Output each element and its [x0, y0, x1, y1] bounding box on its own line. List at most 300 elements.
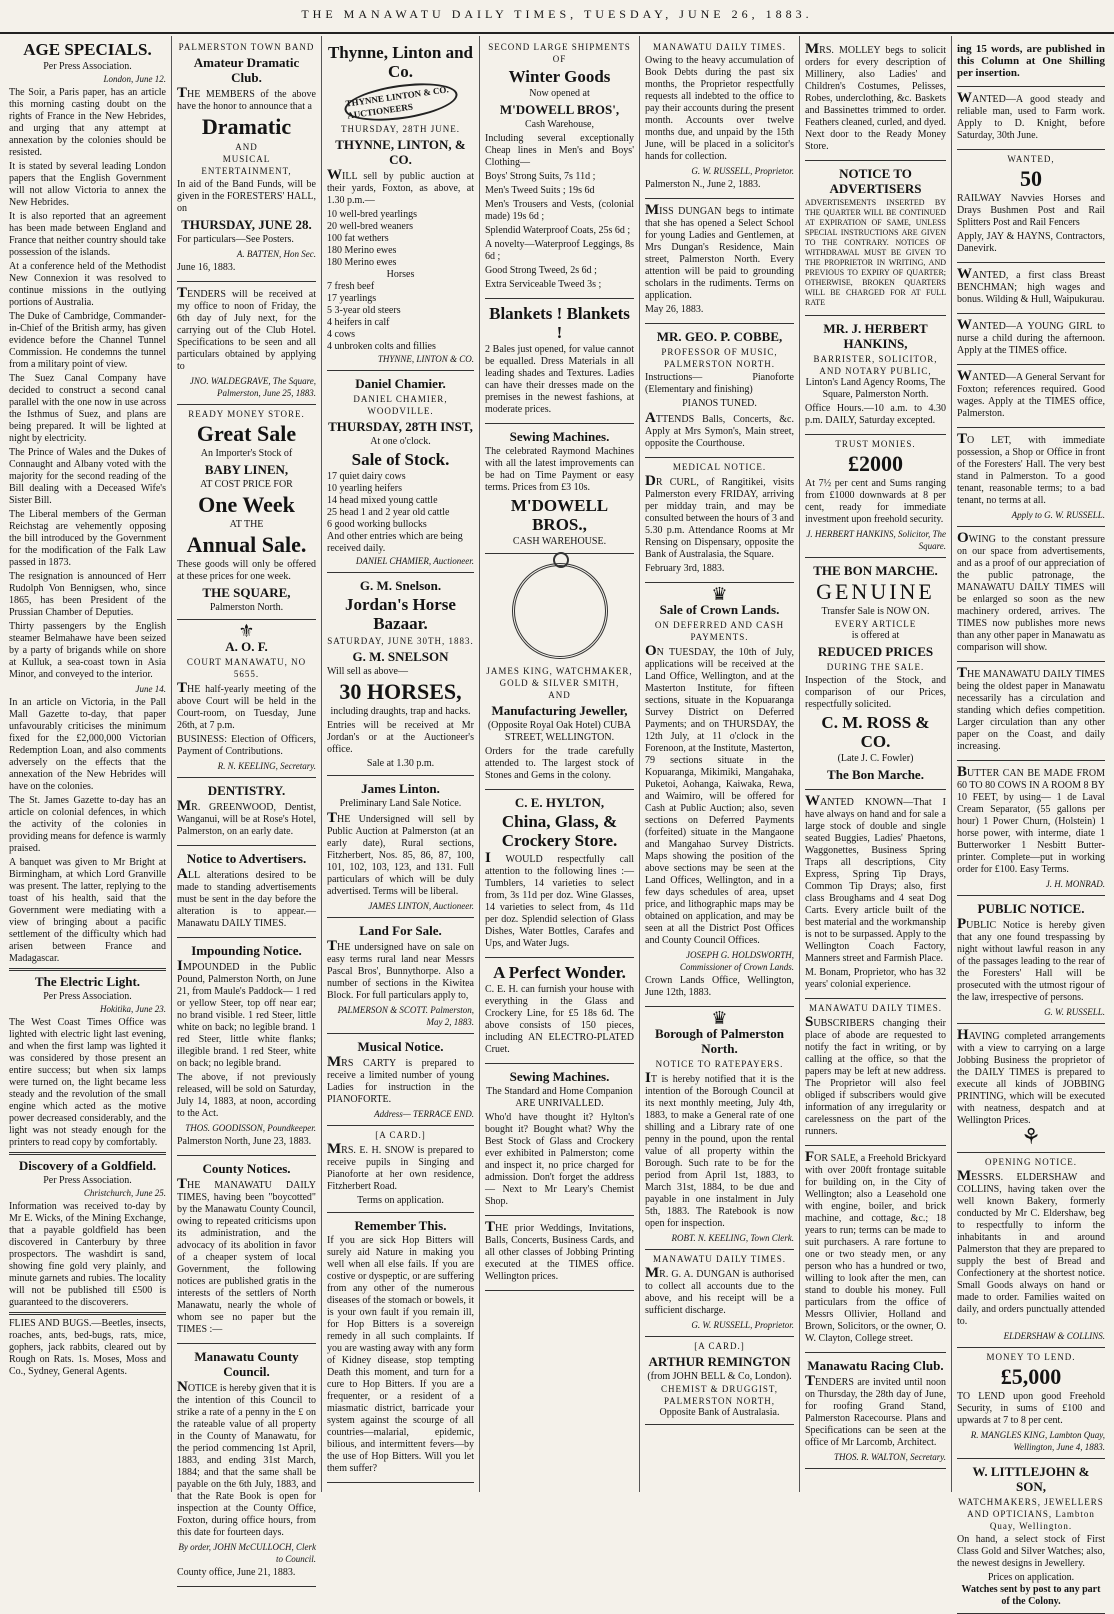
ad-title: A Perfect Wonder.: [493, 963, 626, 982]
ad-display-line: One Week: [198, 492, 295, 517]
wheat-sheaf-icon: ⚘: [1021, 1124, 1041, 1149]
ad-kicker: SECOND LARGE SHIPMENTS OF: [488, 42, 631, 64]
ad-line: Instructions— Pianoforte (Elementary and finishing): [645, 372, 794, 395]
ad-title: A. O. F.: [225, 639, 268, 654]
ad-date: SATURDAY, JUNE 30TH, 1883.: [327, 636, 474, 646]
advertisement: [957, 662, 1105, 761]
ad-body: PUBLIC Notice is hereby given that any one found trespassing by night without lawful reason in any of the passages leading to the rear of the Foresters' Hall will be prosecuted with the utmost rigour of the law, irrespective of persons.: [957, 916, 1105, 1003]
ad-date: Crown Lands Office, Wellington, June 12th, 1883.: [645, 975, 794, 998]
crest-icon: ⚜: [238, 621, 255, 641]
advertisement: [485, 299, 634, 424]
advertisement-text: FLIES AND BUGS.—Beetles, insects, roaches, ants, bed-bugs, rats, mice, gophers, jack rabbits, cleared out by Rough on Rats. 1s. Moses, Moss and Co., Sydney, General Agents.: [9, 1318, 166, 1377]
column-5: [640, 36, 800, 1492]
byline: Per Press Association.: [43, 991, 132, 1002]
ad-body: TENDERS are invited until noon on Thursday, the 28th day of June, for roofing Grand Stand, Palmerston Racecourse. Plans and Specifications can be seen at the office of Mr Larcomb, Architect.: [805, 1373, 946, 1448]
ad-line: Sale at 1.30 p.m.: [366, 758, 435, 769]
ad-signature: R. MANGLES KING, Lambton Quay, Wellington, June 4, 1883.: [970, 1430, 1105, 1452]
advertisement: [485, 1064, 634, 1216]
list-item: 180 Merino ewes: [327, 245, 397, 256]
ad-line: Will sell as above—: [327, 666, 408, 677]
advertisement: [957, 896, 1105, 1024]
list-item: Men's Tweed Suits ; 19s 6d: [485, 185, 595, 196]
ad-date: THURSDAY, 28TH INST,: [328, 419, 473, 434]
ad-line: ON DEFERRED AND CASH PAYMENTS.: [654, 620, 785, 642]
advertisement: [805, 1146, 946, 1353]
ad-body: ing 15 words, are published in this Column at One Shilling per insertion.: [957, 43, 1105, 79]
list-item: Splendid Waterproof Coats, 25s 6d ;: [485, 225, 631, 236]
list-item: 17 yearlings: [327, 293, 377, 304]
ad-line: (from JOHN BELL & Co, London).: [647, 1371, 792, 1382]
article-paragraph: The St. James Gazette to-day has an article on colonial defences, in which the activity of the colonies in providing means for defence is warmly praised.: [9, 795, 166, 854]
ad-signature: R. N. KEELING, Secretary.: [217, 761, 316, 771]
ad-title: Notice to Advertisers.: [186, 851, 307, 866]
ad-line: AND: [235, 142, 258, 152]
ad-line: BABY LINEN,: [204, 462, 289, 477]
ad-body: Owing to the heavy accumulation of Book Debts during the past six months, the Proprietor respectfully requests all indebted to the office to pay their accounts during the present month. Accounts over twelve months due, and unpaid by the 15th June, will be placed in a solicitor's hands for collection.: [645, 55, 794, 162]
ad-body: MESSRS. ELDERSHAW and COLLINS, having taken over the well known Bakery, formerly conducted by Mr C. Eldershaw, beg to respectfully to inform the inhabitants in and around Palmerston that they are prepared to supply the best of Bread and Confectionery at the shortest notice. Small Goods always on hand or made to order. Families waited on daily, and orders punctually attended to.: [957, 1168, 1105, 1327]
ad-line: DANIEL CHAMIER, WOODVILLE.: [353, 394, 448, 416]
advertisement: [957, 365, 1105, 428]
pocket-watch-icon: [512, 563, 608, 659]
advertisement: [485, 554, 634, 790]
list-item: 100 fat wethers: [327, 233, 389, 244]
list-item: Horses: [386, 269, 415, 280]
advertisement: [957, 263, 1105, 314]
ad-display-line: Jordan's Horse Bazaar.: [345, 595, 456, 633]
ad-body: In aid of the Band Funds, will be given in the FORESTERS' HALL, on: [177, 179, 316, 214]
list-item: 4 heifers in calf: [327, 317, 390, 328]
ad-display-line: GENUINE: [816, 579, 935, 604]
list-item: 7 fresh beef: [327, 281, 375, 292]
ad-body: THE prior Weddings, Invitations, Balls, Concerts, Business Cards, and all other classes of Jobbing Printing executed at the TIMES office. Wellington prices.: [485, 1219, 634, 1282]
ad-body: THE MANAWATU DAILY TIMES, having been "boycotted" by the Manawatu County Council, owing to repeated criticisms upon its administration, and the advocacy of its abolition in favor of a cheaper system of local Government, the following notices are published gratis in the interests of the settlers of North Manawatu, nearly the whole of whom see no paper but the TIMES :—: [177, 1176, 316, 1335]
ad-title: Musical Notice.: [357, 1039, 444, 1054]
ad-body: MR. G. A. DUNGAN is authorised to collect all accounts due to the above, and his receipt will be a sufficient discharge.: [645, 1265, 794, 1316]
ad-body: IT is hereby notified that it is the intention of the Borough Council at its next monthly meeting, July 4th, 1883, to make a General rate of one shilling and a Library rate of one penny in the pound, upon the rental value of all property within the Borough. Such rate to be for the period from April 1st, 1883, to March 31st, 1884, to be due and payable in one instalment in July 5th, 1883. The Ratebook is now open for inspection.: [645, 1070, 794, 1229]
ad-line: AT COST PRICE FOR: [200, 479, 293, 490]
advertisement: [957, 1459, 1105, 1614]
ad-line: AT THE: [229, 519, 264, 530]
ad-kicker: [A CARD.]: [375, 1130, 426, 1140]
ad-line: AND: [548, 690, 571, 700]
ad-body: If you are sick Hop Bitters will surely aid Nature in making you well when all else fails. If you are costive or dyspeptic, or are suffering from any other of the numerous diseases of the stomach or bowels, it is your own fault if you remain ill, for Hop Bitters is a sovereign remedy in all such complaints. If you are wasting away with any form of Kidney disease, stop tempting Death this moment, and turn for a cure to Hop Bitters. If you are a frequenter, or a resident of a miasmatic district, barricade your system against the scourge of all countries—malarial, epidemic, bilious, and intermittent fevers—by the use of Hop Bitters. Will you let them suffer?: [327, 1235, 474, 1474]
ad-line: THE SQUARE,: [202, 585, 291, 600]
ad-body: BUTTER CAN BE MADE FROM 60 TO 80 COWS IN A ROOM 8 BY 10 FEET, by using— 1 de Laval Cream Separator, (55 gallons per hour) 1 Power Churn, (Holstein) 1 horse power, with interme, diate 1 Butterworker 1 Nesbitt Butter-printer. Complete—put in working order for £100. Easy Terms.: [957, 764, 1105, 875]
ad-body: At 7½ per cent and Sums ranging from £1000 downwards at 8 per cent, ready for immediate investment upon freehold security.: [805, 478, 946, 525]
article-paragraph: It is stated by several leading London papers that the English Government will not allow Victoria to annex the New Hebrides.: [9, 161, 166, 208]
ad-line: (Late J. C. Fowler): [837, 753, 914, 764]
ad-signature: THOS. R. WALTON, Secretary.: [834, 1452, 946, 1462]
ad-title: Remember This.: [354, 1218, 447, 1233]
advertisement: [805, 316, 946, 435]
ad-body: I WOULD respectfully call attention to the following lines :— Tumblers, 14 varieties to select from, 3s 11d per doz. Wine Glasses, 14 varieties to select from, 4s 11d per doz. Splendid selection of Glass Dishes, Water Bottles, Carafes and Ups, and Water Jugs.: [485, 850, 634, 949]
ad-body: MRS. MOLLEY begs to solicit orders for every description of Millinery, also Ladies' and Children's Costumes, Pelisses, Robes, underclothing, &c. Baskets and Bassinettes trimmed to order. Feathers cleaned, curled, and dyed. Next door to the Ready Money Store.: [805, 41, 946, 152]
advertisement: [805, 558, 946, 790]
ad-signature: PALMERSON & SCOTT. Palmerston, May 2, 1883.: [337, 1005, 474, 1027]
article-paragraph: The Liberal members of the German Reichstag are vehemently opposing the bill introduced by the Government for the modification of the Falk Law passed in 1873.: [9, 509, 166, 568]
ad-line: WATCHMAKERS, JEWELLERS AND OPTICIANS, Lambton Quay, Wellington.: [958, 1497, 1104, 1531]
column-3: [322, 36, 480, 1492]
ad-title: TRUST MONIES.: [835, 439, 916, 449]
article-paragraph: In an article on Victoria, in the Pall Mall Gazette to-day, that paper unfavourably criticises the minimum fixed for the £2,000,000 Victorian Redemption Loan, and also comments adversely on the effects that the annexation of the New Hebrides will have on the colonies.: [9, 697, 166, 792]
ad-title: W. LITTLEJOHN & SON,: [972, 1464, 1090, 1494]
ad-signature: By order, JOHN McCULLOCH, Clerk to Council.: [178, 1542, 316, 1564]
column-7: [952, 36, 1110, 1607]
advertisement: [177, 778, 316, 846]
ad-body: The celebrated Raymond Machines with all the latest improvements can be had on Time Payment or easy terms. Prices from £3 10s.: [485, 446, 634, 493]
ad-body: TO LET, with immediate possession, a Shop or Office in front of the Foresters' Hall. The very best stand in Palmerston. To a good tenant, reasonable terms; to a bad tenant, no terms at all.: [957, 431, 1105, 506]
ad-title: MONEY TO LEND.: [986, 1352, 1076, 1362]
advertisement: [645, 38, 794, 199]
advertisement: [485, 38, 634, 299]
advertisement: [957, 1348, 1105, 1459]
ad-body: THE Undersigned will sell by Public Auction at Palmerston (at an early date), Rural sections, Fitzherbert, Nos. 85, 86, 87, 100, 101, 102, 103, 123, and 131. Full particulars of which will be duly advertised. Terms will be liberal.: [327, 810, 474, 897]
advertisement: [327, 573, 474, 776]
ad-line: At one o'clock.: [370, 436, 431, 447]
article-paragraph: The resignation is announced of Herr Rudolph Von Bennigsen, who, since 1865, has been President of the Prussian Chamber of Deputies.: [9, 571, 166, 618]
advertisement: [957, 761, 1105, 896]
ad-signature: ELDERSHAW & COLLINS.: [1003, 1331, 1105, 1341]
ad-signature: DANIEL CHAMIER, Auctioneer.: [355, 556, 474, 566]
ad-signature: JAMES LINTON, Auctioneer.: [368, 901, 474, 911]
ad-date: THURSDAY, 28TH JUNE.: [340, 124, 460, 134]
list-item: 20 well-bred weaners: [327, 221, 414, 232]
ad-signature: J. HERBERT HANKINS, Solicitor, The Square.: [806, 529, 946, 551]
ad-title: Manawatu Racing Club.: [807, 1358, 944, 1373]
advertisement: [327, 1034, 474, 1126]
ad-line: Watches sent by post to any part of the Colony.: [961, 1584, 1101, 1607]
ad-line: Linton's Land Agency Rooms, The Square, Palmerston North.: [805, 377, 946, 400]
ad-body: IMPOUNDED in the Public Pound, Palmerston North, on June 21, from Maule's Paddock— 1 red or yellow Steer, top off near ear; no brand visible. 1 red Steer, little white on back; no legible brand. 1 red Steer, little white flanks; illegible brand. 1 red Steer, white on back; no legible brand.: [177, 958, 316, 1069]
ad-title: Land For Sale.: [359, 923, 442, 938]
ad-kicker: READY MONEY STORE.: [188, 409, 305, 419]
list-item: And other entries which are being received daily.: [327, 531, 463, 554]
advertisement: [957, 87, 1105, 150]
ad-body: MR. GREENWOOD, Dentist, Wanganui, will be at Rose's Hotel, Palmerston, on an early date.: [177, 798, 316, 837]
ad-display-line: 50: [1020, 166, 1042, 191]
list-item: 10 well-bred yearlings: [327, 209, 417, 220]
list-item: Good Strong Tweed, 2s 6d ;: [485, 265, 597, 276]
ad-body: ATTENDS Balls, Concerts, &c. Apply at Mrs Symon's, Main street, opposite the Courthouse.: [645, 410, 794, 449]
advertisement: [805, 999, 946, 1146]
ad-line: An Importer's Stock of: [200, 448, 293, 459]
article-paragraph: The Soir, a Paris paper, has an article this morning casting doubt on the rights of France in the New Hebrides, and urging that any attempt at annexation by the colonies should be resisted.: [9, 87, 166, 158]
ad-display-line: Great Sale: [196, 421, 297, 446]
ad-kicker: PALMERSTON TOWN BAND: [178, 42, 315, 52]
ad-title: ARTHUR REMINGTON: [648, 1354, 791, 1369]
article-paragraph: Information was received to-day by Mr E. Wicks, of the Mining Exchange, that a payable goldfield has been discovered in Canterbury by three prospectors. The washdirt is sand, showing fine gold very plainly, and minute garnets and rubies. The locality will not be published till £500 is guaranteed to the discoverers.: [9, 1201, 166, 1308]
ad-body: Orders for the trade carefully attended to. The largest stock of Stones and Gems in the colony.: [485, 746, 634, 781]
ad-signature: M. Bonam, Proprietor, who has 32 years' colonial experience.: [805, 967, 946, 990]
ad-body: Inspection of the Stock, and comparison of our Prices, respectfully solicited.: [805, 675, 946, 710]
ad-display-line: Dramatic: [201, 114, 292, 139]
auctioneers-logo: THYNNE LINTON & CO. AUCTIONEERS: [342, 77, 460, 127]
royal-crest-icon: ♛: [711, 1008, 728, 1028]
ad-line: Palmerston North.: [209, 602, 284, 613]
advertisement: [485, 958, 634, 1064]
article-paragraph: The Duke of Cambridge, Commander-in-Chief of the British army, has given evidence before the Channel Tunnel Commission. He condemns the tunnel from a military point of view.: [9, 311, 166, 370]
ad-signature: Apply to G. W. RUSSELL.: [1011, 510, 1105, 520]
ad-title: Sewing Machines.: [509, 1069, 610, 1084]
ad-body: Including several exceptionally Cheap lines in Men's and Boys' Clothing—: [485, 133, 634, 168]
article-paragraph: At a conference held of the Methodist New Connexion it was resolved to continue missions in the outlying portions of Australia.: [9, 261, 166, 308]
advertisement: [957, 150, 1105, 263]
ad-title: THE BON MARCHE.: [813, 563, 938, 578]
ad-body: ON TUESDAY, the 10th of July, applications will be received at the Land Office, Wellington, and at the Masterton Institute, for fifteen sections, situate in the Kopuaranga Survey District on Deferred Payments; and on THURSDAY, the 12th July, at 11 o'clock in the Forenoon, at the Institute, Masterton, 79 sections situate in the Kopuaranga, Mikimiki, Mangahaka, Puketoi, Aohanga, Kaiwaka, Rewa, and Waimiro, will be offered for Cash at Public Auction; also, seven sections on Deferred Payments (forfeited) situate in the Mangaone and Mangahao Survey Districts. Maps showing the position of the above sections may be seen at the Land Offices, Wellington, and in a few days schedules of area, upset price, and lithographic maps may be obtained on application, and may be seen at all the District Post Offices and County Council Offices.: [645, 643, 794, 946]
ad-title: China, Glass, & Crockery Store.: [501, 812, 618, 850]
advertisement: [327, 371, 474, 573]
ad-signature: Address— TERRACE END.: [374, 1109, 474, 1119]
ad-body: MRS. E. H. SNOW is prepared to receive pupils in Singing and Pianoforte at her own residence, Fitzherbert Road.: [327, 1141, 474, 1192]
ad-kicker: JAMES KING, WATCHMAKER, GOLD & SILVER SMITH,: [486, 666, 633, 688]
ad-signature: JNO. WALDEGRAVE, The Square, Palmerston, June 25, 1883.: [189, 376, 316, 398]
column-2: [172, 36, 322, 1578]
ad-body: ALL alterations desired to be made to standing advertisements must be sent in the day before the alteration is to appear.—Manawatu DAILY TIMES.: [177, 866, 316, 929]
ad-display-line: REDUCED PRICES: [817, 644, 934, 659]
list-item: A novelty—Waterproof Leggings, 8s 6d ;: [485, 239, 634, 262]
byline: Per Press Association.: [43, 1175, 132, 1186]
ad-body: SUBSCRIBERS changing their place of abode are requested to notify the fact in writing, or by calling at the office, so that the papers may be left at new address. The Proprietor will also feel obliged if subscribers would give information of any irregularity or carelessness on the part of the runners.: [805, 1014, 946, 1137]
ad-display-line: Sale of Stock.: [351, 450, 450, 469]
ad-body: THE MANAWATU DAILY TIMES being the oldest paper in Manawatu necessarily has a circulation and standing which defies competition. Larger circulation than any other paper on the Coast, and daily increasing.: [957, 665, 1105, 752]
ad-signature: Apply, JAY & HAYNS, Contractors, Danevirk.: [957, 231, 1105, 254]
newspaper-columns: [4, 36, 1110, 1607]
ad-body: DR CURL, of Rangitikei, visits Palmerston every FRIDAY, arriving per midday train, and may be consulted between the hours of 3 and 5.30 p.m. Attendance Rooms at Mr Rensing on Dispensary, opposite the Bank of Australasia, the Square.: [645, 473, 794, 560]
advertisement: [177, 1344, 316, 1587]
ad-date: THURSDAY, JUNE 28.: [181, 217, 312, 232]
advertisement: [805, 161, 946, 316]
ad-title: NOTICE TO ADVERTISERS: [829, 166, 922, 196]
ad-line: Prices on application.: [987, 1572, 1075, 1583]
ad-body: BUSINESS: Election of Officers, Payment of Contributions.: [177, 734, 316, 757]
advertisement: [805, 790, 946, 999]
ad-kicker: [A CARD.]: [694, 1341, 745, 1351]
advertisement: [645, 324, 794, 458]
ad-signature: J. H. MONRAD.: [1045, 879, 1105, 889]
ad-title: OPENING NOTICE.: [985, 1157, 1077, 1167]
dateline: June 14.: [135, 684, 166, 694]
ad-date: County office, June 21, 1883.: [177, 1567, 296, 1578]
ad-signature: THYNNE, LINTON & CO.: [377, 354, 474, 364]
ad-title: Manawatu County Council.: [194, 1349, 299, 1379]
advertisement: [327, 38, 474, 371]
ad-date: February 3rd, 1883.: [645, 563, 725, 574]
ad-line: MUSICAL ENTERTAINMENT,: [201, 154, 292, 176]
ad-title: PUBLIC NOTICE.: [977, 901, 1085, 916]
column-6: [800, 36, 952, 1492]
ad-display-line: Annual Sale.: [186, 532, 307, 557]
column-4: [480, 36, 640, 1492]
divider: [9, 1152, 166, 1155]
ad-display-line: C. M. ROSS & CO.: [821, 713, 930, 751]
ad-line: Opposite Bank of Australasia.: [659, 1407, 780, 1418]
ad-title: County Notices.: [202, 1161, 291, 1176]
ad-date: May 26, 1883.: [645, 304, 704, 315]
ad-line: COURT MANAWATU, NO 5655.: [186, 657, 307, 679]
ad-line: THYNNE, LINTON, & CO.: [335, 137, 466, 167]
ad-body: On hand, a select stock of First Class Gold and Silver Watches; also, the newest designs in Jewellery.: [957, 1534, 1105, 1569]
ad-date: June 16, 1883.: [177, 262, 236, 273]
article-body: [9, 87, 166, 965]
section-heading: Discovery of a Goldfield.: [18, 1158, 157, 1173]
divider: [9, 968, 166, 971]
ad-line: BARRISTER, SOLICITOR, AND NOTARY PUBLIC,: [813, 354, 938, 376]
advertisement: [177, 282, 316, 405]
advertisement: [957, 428, 1105, 527]
list-item: 4 unbroken colts and fillies: [327, 341, 436, 352]
ad-date: Palmerston N., June 2, 1883.: [645, 179, 761, 190]
list-item: 5 3-year old steers: [327, 305, 401, 316]
ad-title: Borough of Palmerston North.: [654, 1026, 785, 1056]
section-heading: The Electric Light.: [34, 974, 141, 989]
ad-title: Amateur Dramatic Club.: [193, 55, 300, 85]
ad-body: WILL sell by public auction at their yards, Foxton, as above, at 1.30 p.m.—: [327, 167, 474, 206]
ad-body: The above, if not previously released, will be sold on Saturday, July 14, 1883, at noon, according to the Act.: [177, 1072, 316, 1119]
ad-title: Sale of Crown Lands.: [659, 602, 780, 617]
ad-body: MISS DUNGAN begs to intimate that she has opened a Select School for young Ladies and Gentlemen, at Mrs Dungan's Residence, Main street, Palmerston North. Every attention will be paid to grounding scholars in the rudiments. Terms on application.: [645, 202, 794, 301]
ad-body: RAILWAY Navvies Horses and Drays Bushmen Post and Rail Splitters Post and Rail Fencers: [957, 193, 1105, 228]
ad-line: Office Hours.—10 a.m. to 4.30 p.m. DAILY, Saturday excepted.: [805, 403, 946, 426]
ad-body: Entries will be received at Mr Jordan's or at the Auctioneer's office.: [327, 720, 474, 755]
advertisement: [485, 790, 634, 958]
advertisement: [327, 1126, 474, 1213]
ad-display-line: 30 HORSES,: [339, 679, 462, 704]
ad-body: C. E. H. can furnish your house with everything in the Glass and Crockery Line, for £5 18s 6d. The above consists of 150 pieces, including AN ELECTRO-PLATED Cruet.: [485, 984, 634, 1055]
ad-title: WANTED,: [1007, 154, 1055, 164]
ad-body: For particulars—See Posters.: [177, 234, 294, 245]
ad-line: G. M. SNELSON: [352, 649, 449, 664]
advertisement: [645, 458, 794, 583]
masthead: THE MANAWATU DAILY TIMES, TUESDAY, JUNE 26, 1883.: [0, 0, 1114, 34]
ad-line: CASH WAREHOUSE.: [512, 536, 607, 547]
ad-signature: ROBT. N. KEELING, Town Clerk.: [671, 1233, 794, 1243]
advertisement: [177, 405, 316, 620]
advertisement: [957, 38, 1105, 87]
advertisement: [645, 583, 794, 1007]
advertisement: [645, 1250, 794, 1337]
list-item: 25 head 1 and 2 year old cattle: [327, 507, 450, 518]
list-item: Men's Trousers and Vests, (colonial made) 19s 6d ;: [485, 199, 634, 222]
ad-title: Sewing Machines.: [509, 429, 610, 444]
ad-line: PROFESSOR OF MUSIC, PALMERSTON NORTH.: [661, 347, 778, 369]
ad-line: Now opened at: [529, 88, 590, 99]
ad-title: MANAWATU DAILY TIMES.: [652, 1254, 787, 1264]
ad-line: CHEMIST & DRUGGIST, PALMERSTON NORTH,: [661, 1384, 778, 1406]
ad-title: MR. J. HERBERT HANKINS,: [823, 321, 928, 351]
advertisement: [485, 424, 634, 554]
ad-line: DURING THE SALE.: [826, 662, 925, 672]
ad-line: Transfer Sale is NOW ON.: [821, 606, 930, 617]
ad-line: C. E. HYLTON,: [514, 795, 605, 810]
ad-line: The Bon Marche.: [827, 767, 924, 782]
ad-title: James Linton.: [361, 781, 440, 796]
list-item: Boys' Strong Suits, 7s 11d ;: [485, 171, 596, 182]
royal-crest-icon: ♛: [711, 584, 728, 604]
ad-line: is offered at: [851, 630, 900, 641]
ad-body: THE MEMBERS of the above have the honor to announce that a: [177, 85, 316, 112]
ad-title: MANAWATU DAILY TIMES.: [652, 42, 787, 52]
ad-title: G. M. Snelson.: [359, 578, 442, 593]
ad-title: Winter Goods: [508, 67, 611, 86]
ad-body: WANTED, a first class Breast BENCHMAN; high wages and bonus. Wilding & Hull, Waipukurau.: [957, 266, 1105, 305]
ad-line: including draughts, trap and hacks.: [330, 706, 471, 717]
list-item: 4 cows: [327, 329, 356, 340]
ad-line: M'DOWELL BROS',: [499, 102, 620, 117]
ad-title: MANAWATU DAILY TIMES.: [808, 1003, 943, 1013]
advertisement: [327, 776, 474, 918]
ad-title: MR. GEO. P. COBBE,: [656, 329, 783, 344]
ad-title: DENTISTRY.: [207, 783, 286, 798]
ad-signature: G. W. RUSSELL, Proprietor.: [691, 166, 794, 176]
advertisement: [177, 38, 316, 282]
section-heading: AGE SPECIALS.: [23, 40, 152, 59]
ad-body: OWING to the constant pressure on our space from advertisements, and as a proof of our appreciation of the public patronage, the MANAWATU DAILY TIMES will be enlarged so soon as the new machinery ordered, arrives. The TIMES now publishes more news than any other paper in Manawatu as comparison will show.: [957, 530, 1105, 653]
ad-title: Impounding Notice.: [191, 943, 302, 958]
ad-body: WANTED KNOWN—That I have always on hand and for sale a large stock of double and single seated Buggies, Ladies' Phaetons, Waggonettes, Business Spring Traps all descriptions, City Express, Spring Tip Drays, Common Tip Drays; also, first class Broughams and 4 seat Dog Carts. Every article built of the best material and the workmanship is not to be surpassed. Apply to the Wellington Coach Factory, Manners street and Farmish Place.: [805, 793, 946, 964]
ad-body: NOTICE is hereby given that it is the intention of this Council to strike a rate of a penny in the £ on the rateable value of all property in the County of Manawatu, for the period commencing 1st April, 1883, and ending 31st March, 1884; and that the same shall be payable on the 6th July, 1883, and that the Rate Book is open for inspection at the County Office, Foxton, during office hours, from this date for fourteen days.: [177, 1379, 316, 1538]
ad-line: EVERY ARTICLE: [834, 619, 917, 629]
list-item: 180 Merino ewes: [327, 257, 397, 268]
ad-body: THE half-yearly meeting of the above Court will be held in the Court-room, on Tuesday, June 26th, at 7 p.m.: [177, 680, 316, 731]
article-paragraph: The Prince of Wales and the Dukes of Connaught and Albany voted with the majority for the second reading of the Bill dealing with a Deceased Wife's Sister Bill.: [9, 447, 166, 506]
ad-line: NOTICE TO RATEPAYERS.: [655, 1059, 784, 1069]
ad-line: Preliminary Land Sale Notice.: [339, 798, 462, 809]
advertisement: [645, 199, 794, 324]
ad-line: The Standard and Home Companion ARE UNRIVALLED.: [486, 1086, 633, 1109]
article-paragraph: The West Coast Times Office was lighted with electric light last evening, and when the first lamp was lighted it was considered by those present an entire success; but when six lamps were turned on, the light became less steady and the revolution of the small engine which acted as the motive power decreased considerably, and the light was not steady enough for the printers to read copy by comfortably.: [9, 1017, 166, 1148]
ad-body: WANTED—A YOUNG GIRL to nurse a child during the afternoon. Apply at the TIMES office.: [957, 317, 1105, 356]
ad-date: Palmerston North, June 23, 1883.: [177, 1136, 312, 1147]
advertisement: [957, 1153, 1105, 1348]
ad-body: FOR SALE, a Freehold Brickyard with over 200ft frontage suitable for building on, in the City of Wellington; also a Leasehold one with engine, boiler, and brick machine, and cottage, &c.; 18 years to run; terms can be made to suit purchasers. A rare fortune to one or two steady men, or any person who has a hundred or two, willing to look after the men, can stand to double his money. Full particulars from the office of Messrs Ollivier, Holland and Brown, Solicitors, or the owner, O. W. Clayton, College street.: [805, 1149, 946, 1344]
advertisement: [177, 620, 316, 778]
advertisement: [805, 1353, 946, 1469]
ad-signature: A. BATTEN, Hon Sec.: [236, 249, 316, 259]
ad-body: WANTED—A General Servant for Foxton; references required. Good wages. Apply at the TIMES office, Palmerston.: [957, 368, 1105, 419]
advertisement: [177, 1156, 316, 1344]
list-item: 10 yearling heifers: [327, 483, 402, 494]
ad-title: Daniel Chamier.: [355, 376, 446, 391]
ad-title: Blankets ! Blankets !: [489, 304, 630, 342]
ad-line: Terms on application.: [357, 1195, 444, 1206]
ad-body: Who'd have thought it? Hylton's bought it? Bought what? Why the Best Stock of Glass and Crockery ever exhibited in Palmerston; come and inspect it, no price charged for admission. Don't forget the address— Next to Mr Leary's Chemist Shop.: [485, 1112, 634, 1207]
advertisement: [645, 1007, 794, 1250]
advertisement: [957, 527, 1105, 662]
ad-line: (Opposite Royal Oak Hotel) CUBA STREET, WELLINGTON.: [487, 720, 632, 743]
ad-title: MEDICAL NOTICE.: [672, 462, 767, 472]
list-item: 6 good working bullocks: [327, 519, 427, 530]
list-item: 14 head mixed young cattle: [327, 495, 438, 506]
advertisement: [805, 38, 946, 161]
dateline: Christchurch, June 25.: [83, 1188, 166, 1198]
ad-signature: G. W. RUSSELL.: [1044, 1007, 1105, 1017]
advertisement: [177, 938, 316, 1156]
ad-body: HAVING completed arrangements with a view to carrying on a large Jobbing Business the proprietor of the DAILY TIMES is prepared to execute all kinds of JOBBING PRINTING, which will be executed with neatness, despatch and at Wellington Prices.: [957, 1027, 1105, 1126]
advertisement: [957, 1024, 1105, 1153]
ad-body: TENDERS will be received at my office to noon of Friday, the 6th day of July next, for the carrying out of the Club Hotel. Specifications to be seen and all particulars obtained by applying to: [177, 285, 316, 372]
article-paragraph: A banquet was given to Mr Bright at Birmingham, at which Lord Granville was present. The latter, replying to the toast of his health, said that the Government were mediating with a view of bringing about a pacific settlement of the difficulty which had arisen between France and Madagascar.: [9, 857, 166, 964]
ad-line: Cash Warehouse,: [525, 119, 594, 130]
divider: [9, 1312, 166, 1315]
advertisement: [327, 918, 474, 1034]
ad-body: ADVERTISEMENTS INSERTED BY THE QUARTER WILL BE CONTINUED AT EXPIRATION OF SAME, UNLESS SPECIAL INSTRUCTIONS ARE GIVEN TO THE CONTRARY. NOTICES OF WITHDRAWAL MUST BE GIVEN TO THE PROPRIETOR IN WRITING, AND PREVIOUS TO EXPIRY OF QUARTER; OTHERWISE, BROKEN QUARTERS WILL BE CHARGED FOR AT FULL RATE: [805, 198, 946, 307]
article-paragraph: The Suez Canal Company have decided to construct a second canal parallel with the one now in use across the Isthmus of Suez, and plans are being prepared. It will be lighted at night by electricity.: [9, 373, 166, 444]
advertisement: [957, 314, 1105, 365]
advertisement: [485, 1216, 634, 1291]
ad-signature: G. W. RUSSELL, Proprietor.: [691, 1320, 794, 1330]
article-paragraph: It is also reported that an agreement has been made between England and France that neither country should take possession of the islands.: [9, 211, 166, 258]
ad-signature: THOS. GOODISSON, Poundkeeper.: [185, 1123, 316, 1133]
